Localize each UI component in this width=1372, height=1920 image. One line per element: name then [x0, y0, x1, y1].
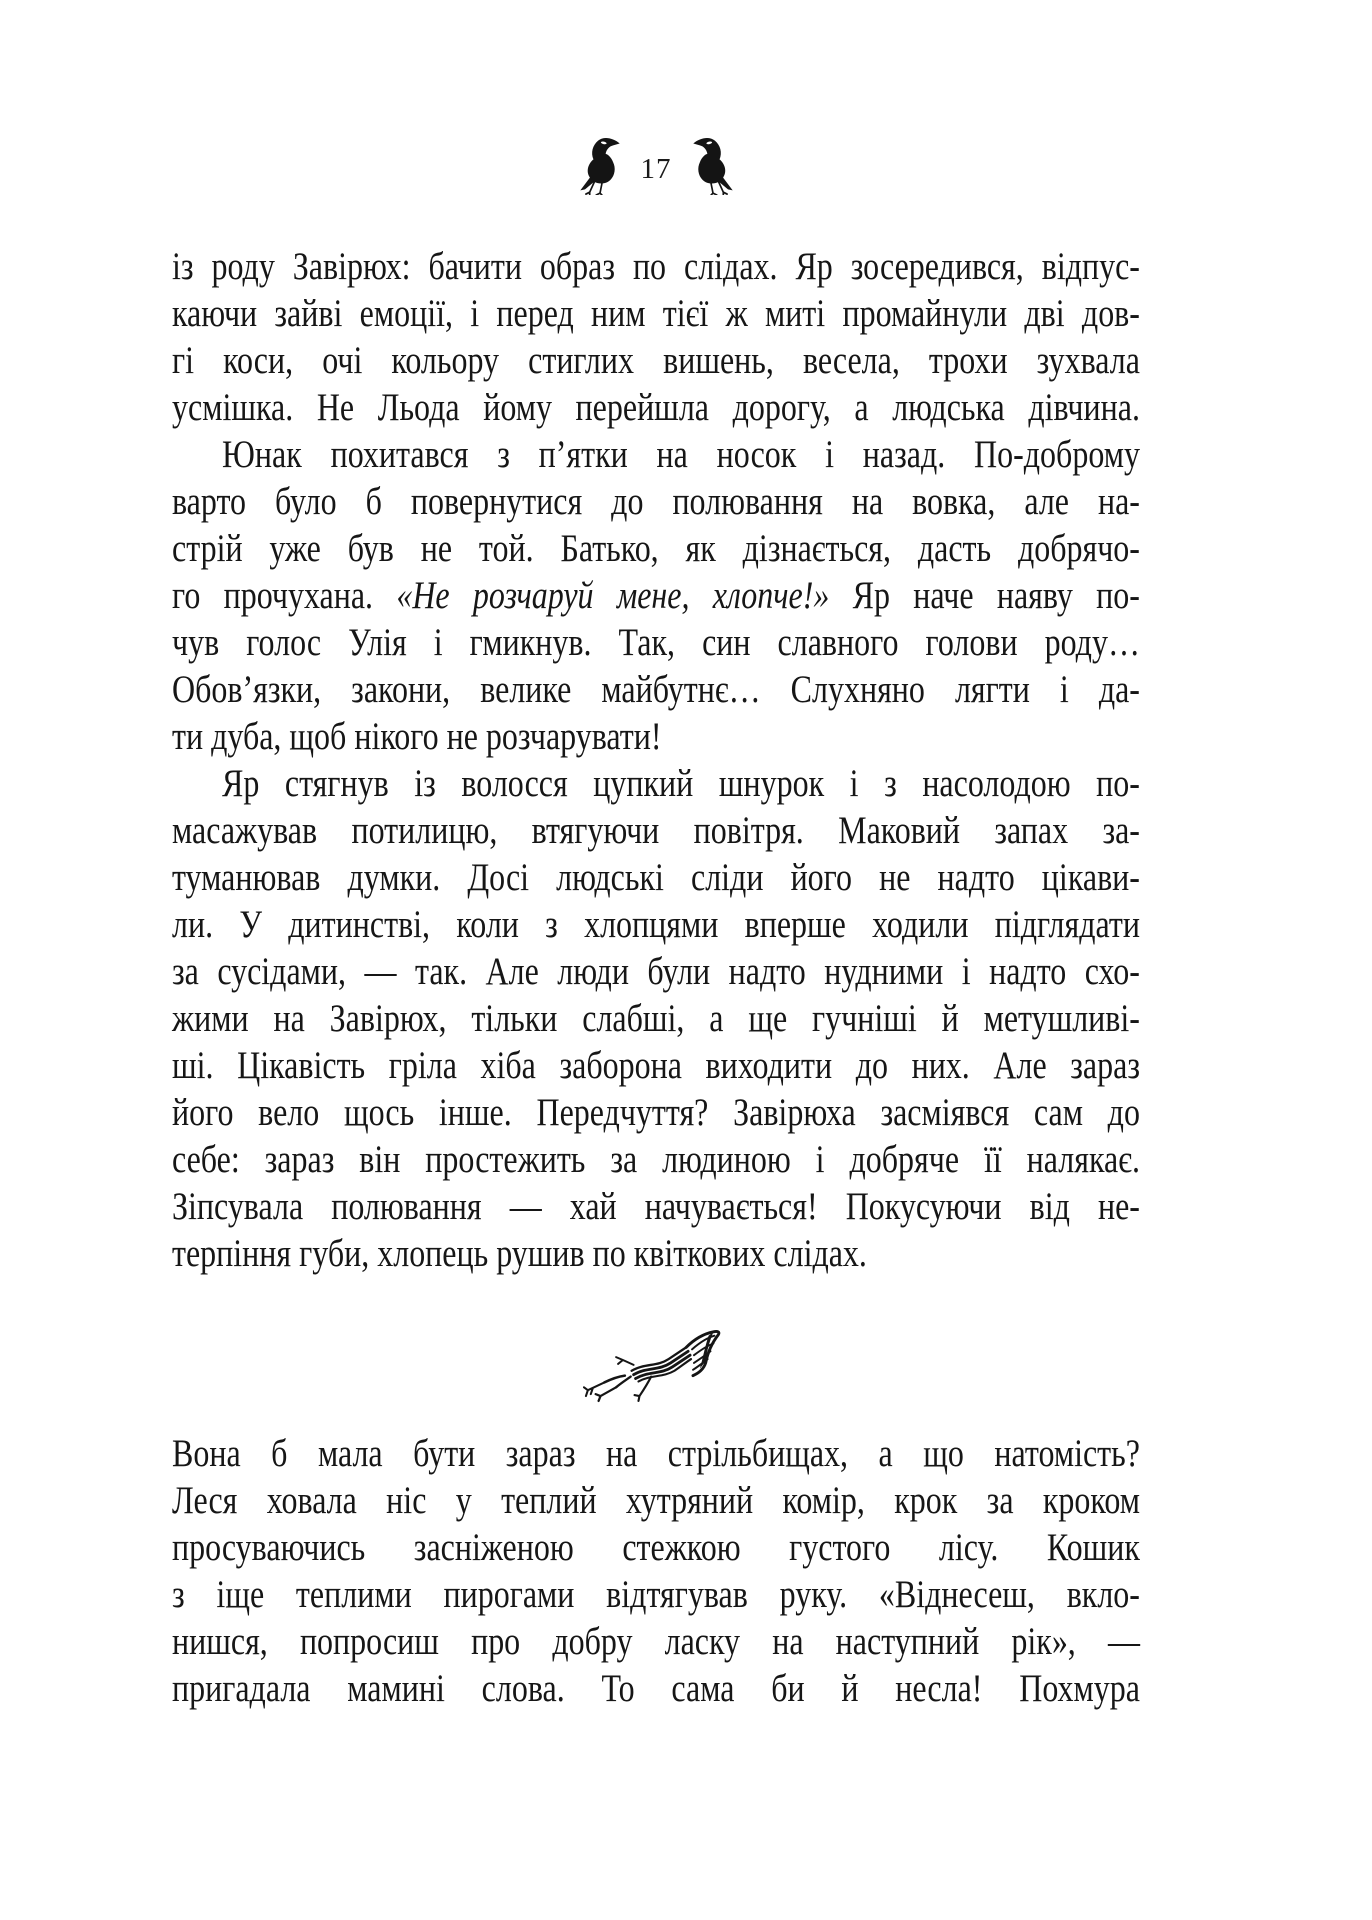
paragraph: [172, 1430, 1140, 1712]
text-line: [172, 572, 1140, 619]
text-line: [172, 713, 1140, 760]
body-text: масажував потилицю, втягуючи повітря. Маковий запах за-: [172, 809, 1140, 852]
body-text: ші. Цікавість гріла хіба заборона виходити до них. Але зараз: [172, 1044, 1140, 1087]
text-line: [172, 1571, 1140, 1618]
text-line: [172, 384, 1140, 431]
text-block-bottom: [172, 1430, 1140, 1712]
body-text: нишся, попросиш про добру ласку на наступний рік», —: [172, 1620, 1140, 1663]
body-text: з іще теплими пирогами відтягував руку. «Віднесеш, вкло-: [172, 1573, 1140, 1616]
text-line: [172, 525, 1140, 572]
body-text: каючи зайві емоції, і перед ним тієї ж миті промайнули дві дов-: [172, 292, 1140, 335]
text-line: [172, 1042, 1140, 1089]
page-number: 17: [640, 152, 672, 185]
body-text: Юнак похитався з п’ятки на носок і назад. По-доброму: [222, 433, 1140, 476]
page-content: [172, 243, 1140, 1712]
body-text: го прочухана.: [172, 574, 397, 617]
body-text: себе: зараз він простежить за людиною і добряче її налякає.: [172, 1138, 1140, 1181]
running-head: [172, 130, 1140, 200]
text-line: [172, 854, 1140, 901]
body-text: ли. У дитинстві, коли з хлопцями вперше ходили підглядати: [172, 903, 1140, 946]
body-text: усмішка. Не Льода йому перейшла дорогу, а людська дівчина.: [172, 386, 1140, 429]
body-text: терпіння губи, хлопець рушив по квіткових слідах.: [172, 1232, 867, 1275]
text-line: [172, 1136, 1140, 1183]
body-text: Зіпсувала полювання — хай начувається! Покусуючи від не-: [172, 1185, 1140, 1228]
text-line: [172, 619, 1140, 666]
text-line: [172, 760, 1140, 807]
body-text: за сусідами, — так. Але люди були надто нудними і надто схо-: [172, 950, 1140, 993]
body-text: гі коси, очі кольору стиглих вишень, весела, трохи зухвала: [172, 339, 1140, 382]
text-line: [172, 666, 1140, 713]
body-text: Вона б мала бути зараз на стрільбищах, а що натомість?: [172, 1432, 1140, 1475]
text-line: [172, 290, 1140, 337]
text-line: [172, 1430, 1140, 1477]
text-line: [172, 431, 1140, 478]
text-line: [172, 1618, 1140, 1665]
paragraph: [172, 760, 1140, 1277]
text-line: [172, 901, 1140, 948]
body-text: варто було б повернутися до полювання на вовка, але на-: [172, 480, 1140, 523]
text-line: [172, 1477, 1140, 1524]
body-text: пригадала мамині слова. То сама би й несла! Похмура: [172, 1667, 1140, 1710]
text-line: [172, 1183, 1140, 1230]
body-text: чув голос Улія і гмикнув. Так, син славного голови роду…: [172, 621, 1140, 664]
body-text: Обов’язки, закони, велике майбутнє… Слухняно лягти і да-: [172, 668, 1140, 711]
body-text: стрій уже був не той. Батько, як дізнається, дасть добрячо-: [172, 527, 1140, 570]
body-text: із роду Завірюх: бачити образ по слідах. Яр зосередився, відпус-: [172, 245, 1140, 288]
body-text: жими на Завірюх, тільки слабші, а ще гучніші й метушливі-: [172, 997, 1140, 1040]
paragraph: [172, 243, 1140, 431]
body-text: просуваючись засніженою стежкою густого лісу. Кошик: [172, 1526, 1140, 1569]
body-text: ти дуба, щоб нікого не розчарувати!: [172, 715, 662, 758]
leaping-creature-icon: [583, 1320, 729, 1403]
quote-italic-text: «Не розчаруй мене, хлопче!»: [396, 574, 830, 617]
text-line: [172, 1665, 1140, 1712]
text-line: [172, 243, 1140, 290]
body-text: Яр стягнув із волосся цупкий шнурок і з насолодою по-: [222, 762, 1140, 805]
text-line: [172, 1089, 1140, 1136]
crow-left-icon: [577, 135, 623, 195]
body-text: Яр наче наяву по-: [829, 574, 1140, 617]
text-line: [172, 807, 1140, 854]
crow-right-icon: [690, 135, 736, 195]
body-text: туманював думки. Досі людські сліди його не надто цікави-: [172, 856, 1140, 899]
body-text: його вело щось інше. Передчуття? Завірюха засміявся сам до: [172, 1091, 1140, 1134]
text-line: [172, 337, 1140, 384]
text-line: [172, 478, 1140, 525]
text-line: [172, 948, 1140, 995]
text-line: [172, 995, 1140, 1042]
section-divider: [172, 1319, 1140, 1404]
text-line: [172, 1230, 1140, 1277]
paragraph: [172, 431, 1140, 760]
body-text: Леся ховала ніс у теплий хутряний комір, крок за кроком: [172, 1479, 1140, 1522]
text-line: [172, 1524, 1140, 1571]
text-block-top: [172, 243, 1140, 1277]
